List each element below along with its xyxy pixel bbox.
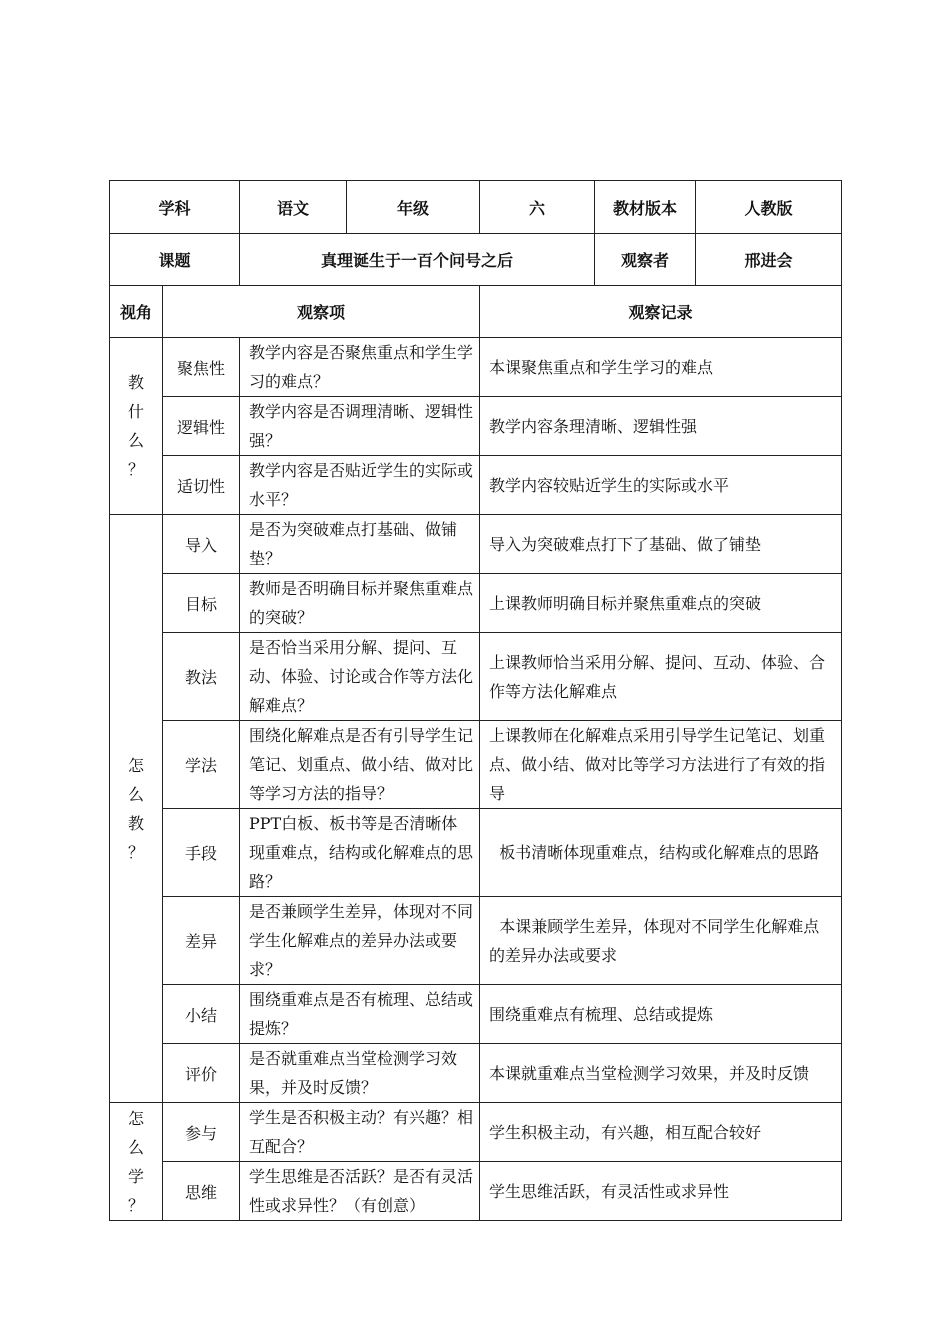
edition-label: 教材版本	[595, 181, 696, 234]
dimension-cell: 教法	[163, 633, 240, 721]
topic-value: 真理诞生于一百个问号之后	[240, 234, 595, 286]
record-cell: 板书清晰体现重难点，结构或化解难点的思路	[480, 809, 842, 897]
item-cell: 学生是否积极主动？有兴趣？相互配合？	[240, 1103, 480, 1162]
table-row	[110, 809, 842, 897]
record-cell: 本课聚焦重点和学生学习的难点	[480, 338, 842, 397]
item-cell: 围绕重难点是否有梳理、总结或提炼？	[240, 985, 480, 1044]
topic-label: 课题	[110, 234, 240, 286]
dimension-cell: 参与	[163, 1103, 240, 1162]
item-column-header: 观察项	[163, 286, 480, 338]
dimension-cell: 思维	[163, 1162, 240, 1221]
record-cell: 本课兼顾学生差异，体现对不同学生化解难点的差异办法或要求	[480, 897, 842, 985]
item-cell: 是否恰当采用分解、提问、互动、体验、讨论或合作等方法化解难点？	[240, 633, 480, 721]
view-column-header: 视角	[110, 286, 163, 338]
item-cell: PPT白板、板书等是否清晰体现重难点，结构或化解难点的思路？	[240, 809, 480, 897]
record-cell: 导入为突破难点打下了基础、做了铺垫	[480, 515, 842, 574]
table-row	[110, 338, 842, 397]
item-cell: 教学内容是否聚焦重点和学生学习的难点？	[240, 338, 480, 397]
table-row	[110, 1162, 842, 1221]
record-cell: 学生思维活跃，有灵活性或求异性	[480, 1162, 842, 1221]
header-row-1	[110, 181, 842, 234]
table-row	[110, 456, 842, 515]
record-cell: 围绕重难点有梳理、总结或提炼	[480, 985, 842, 1044]
view-cell-how-learn: 怎 么 学 ？	[110, 1103, 163, 1221]
column-header-row	[110, 286, 842, 338]
item-cell: 是否兼顾学生差异，体现对不同学生化解难点的差异办法或要求？	[240, 897, 480, 985]
record-cell: 教学内容较贴近学生的实际或水平	[480, 456, 842, 515]
table-row	[110, 1103, 842, 1162]
record-cell: 本课就重难点当堂检测学习效果，并及时反馈	[480, 1044, 842, 1103]
record-cell: 学生积极主动，有兴趣，相互配合较好	[480, 1103, 842, 1162]
dimension-cell: 小结	[163, 985, 240, 1044]
table-row	[110, 897, 842, 985]
observation-table	[109, 180, 842, 1221]
dimension-cell: 手段	[163, 809, 240, 897]
dimension-cell: 聚焦性	[163, 338, 240, 397]
dimension-cell: 适切性	[163, 456, 240, 515]
dimension-cell: 逻辑性	[163, 397, 240, 456]
dimension-cell: 目标	[163, 574, 240, 633]
grade-value: 六	[480, 181, 595, 234]
edition-value: 人教版	[696, 181, 842, 234]
table-row	[110, 397, 842, 456]
table-row	[110, 985, 842, 1044]
item-cell: 教学内容是否贴近学生的实际或水平？	[240, 456, 480, 515]
dimension-cell: 评价	[163, 1044, 240, 1103]
table-row	[110, 633, 842, 721]
item-cell: 是否就重难点当堂检测学习效果，并及时反馈？	[240, 1044, 480, 1103]
record-cell: 上课教师恰当采用分解、提问、互动、体验、合作等方法化解难点	[480, 633, 842, 721]
table-row	[110, 515, 842, 574]
item-cell: 教学内容是否调理清晰、逻辑性强？	[240, 397, 480, 456]
table-row	[110, 1044, 842, 1103]
view-cell-what: 教 什 么 ？	[110, 338, 163, 515]
grade-label: 年级	[347, 181, 480, 234]
view-cell-how-teach: 怎 么 教 ？	[110, 515, 163, 1103]
dimension-cell: 差异	[163, 897, 240, 985]
observer-label: 观察者	[595, 234, 696, 286]
header-row-2	[110, 234, 842, 286]
dimension-cell: 导入	[163, 515, 240, 574]
subject-label: 学科	[110, 181, 240, 234]
record-cell: 上课教师在化解难点采用引导学生记笔记、划重点、做小结、做对比等学习方法进行了有效的指导	[480, 721, 842, 809]
table-row	[110, 721, 842, 809]
record-cell: 上课教师明确目标并聚焦重难点的突破	[480, 574, 842, 633]
record-cell: 教学内容条理清晰、逻辑性强	[480, 397, 842, 456]
item-cell: 学生思维是否活跃？是否有灵活性或求异性？（有创意）	[240, 1162, 480, 1221]
table-row	[110, 574, 842, 633]
dimension-cell: 学法	[163, 721, 240, 809]
item-cell: 教师是否明确目标并聚焦重难点的突破？	[240, 574, 480, 633]
item-cell: 围绕化解难点是否有引导学生记笔记、划重点、做小结、做对比等学习方法的指导？	[240, 721, 480, 809]
observer-value: 邢进会	[696, 234, 842, 286]
record-column-header: 观察记录	[480, 286, 842, 338]
item-cell: 是否为突破难点打基础、做铺垫？	[240, 515, 480, 574]
subject-value: 语文	[240, 181, 347, 234]
